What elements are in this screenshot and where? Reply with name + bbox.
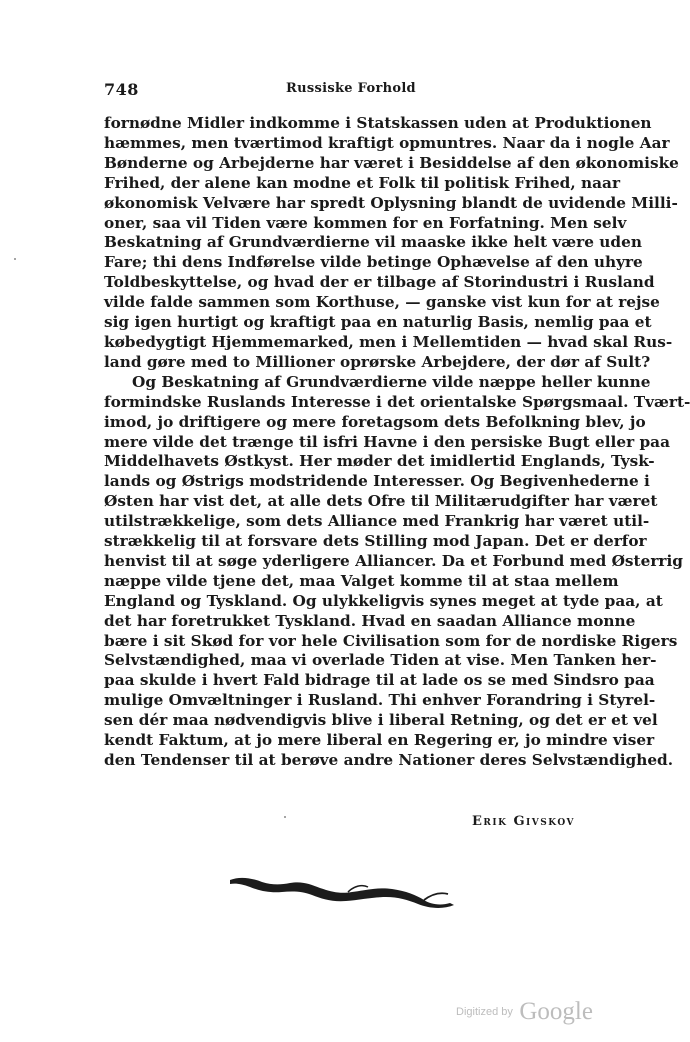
running-title: Russiske Forhold [286, 81, 416, 96]
text-line: imod, jo driftigere og mere foretagsom dets Befolkning blev, jo [104, 412, 646, 431]
google-wordmark: Google [519, 998, 593, 1025]
paper-speck [14, 258, 16, 260]
text-line: den Tendenser til at berøve andre Nationer deres Selvstændighed. [104, 751, 674, 769]
text-line: paa skulde i hvert Fald bidrage til at lade os se med Sindsro paa [104, 671, 655, 690]
text-line: England og Tyskland. Og ulykkeligvis synes meget at tyde paa, at [104, 591, 663, 610]
text-line: Fare; thi dens Indførelse vilde betinge Ophævelse af den uhyre [104, 253, 643, 272]
text-line: lands og Østrigs modstridende Interesser. Og Begivenhederne i [104, 472, 650, 491]
text-line: mere vilde det trænge til isfri Havne i den persiske Bugt eller paa [104, 432, 670, 451]
text-line: formindske Ruslands Interesse i det orientalske Spørgsmaal. Tvært- [104, 392, 690, 411]
digitized-watermark [456, 998, 593, 1026]
digitized-prefix: Digitized by [456, 1006, 513, 1018]
author-signature: Erik Givskov [472, 814, 575, 829]
text-line: strækkelig til at forsvare dets Stilling mod Japan. Det er derfor [104, 532, 647, 551]
text-line: det har foretrukket Tyskland. Hvad en saadan Alliance monne [104, 611, 636, 630]
text-line: økonomisk Velvære har spredt Oplysning blandt de uvidende Milli- [104, 193, 678, 212]
text-line: bære i sit Skød for vor hele Civilisation som for de nordiske Rigers [104, 631, 678, 650]
page-number: 748 [104, 80, 139, 99]
text-line: Beskatning af Grundværdierne vil maaske ikke helt være uden [104, 233, 642, 252]
paper-speck [284, 816, 286, 818]
text-line: utilstrækkelige, som dets Alliance med Frankrig har været util- [104, 512, 650, 531]
text-line: Bønderne og Arbejderne har været i Besiddelse af den økonomiske [104, 153, 679, 172]
text-line: mulige Omvæltninger i Rusland. Thi enhver Forandring i Styrel- [104, 691, 656, 710]
text-line: land gøre med to Millioner oprørske Arbejdere, der dør af Sult? [104, 352, 651, 371]
text-line: oner, saa vil Tiden være kommen for en Forfatning. Men selv [104, 213, 627, 232]
text-line: hæmmes, men tværtimod kraftigt opmuntres. Naar da i nogle Aar [104, 133, 670, 152]
text-line: Middelhavets Østkyst. Her møder det imidlertid Englands, Tysk- [104, 452, 655, 471]
article-body [104, 114, 690, 771]
text-line: fornødne Midler indkomme i Statskassen uden at Produktionen [104, 114, 652, 132]
text-line: Og Beskatning af Grundværdierne vilde næppe heller kunne [132, 372, 651, 391]
text-line: sig igen hurtigt og kraftigt paa en naturlig Basis, nemlig paa et [104, 313, 652, 332]
text-line: næppe vilde tjene det, maa Valget komme til at staa mellem [104, 571, 619, 590]
text-line: Østen har vist det, at alle dets Ofre til Militærudgifter har været [104, 492, 658, 511]
text-line: vilde falde sammen som Korthuse, — ganske vist kun for at rejse [104, 293, 660, 312]
text-line: købedygtigt Hjemmemarked, men i Mellemtiden — hvad skal Rus- [104, 332, 673, 351]
text-line: sen dér maa nødvendigvis blive i liberal Retning, og det er et vel [104, 711, 658, 730]
text-line: Selvstændighed, maa vi overlade Tiden at vise. Men Tanken her- [104, 651, 657, 670]
flourish-ornament-icon [228, 870, 456, 910]
text-line: Frihed, der alene kan modne et Folk til politisk Frihed, naar [104, 173, 621, 192]
text-line: Toldbeskyttelse, og hvad der er tilbage af Storindustri i Rusland [104, 273, 655, 292]
text-line: kendt Faktum, at jo mere liberal en Regering er, jo mindre viser [104, 731, 655, 750]
text-line: henvist til at søge yderligere Alliancer. Da et Forbund med Østerrig [104, 551, 683, 570]
